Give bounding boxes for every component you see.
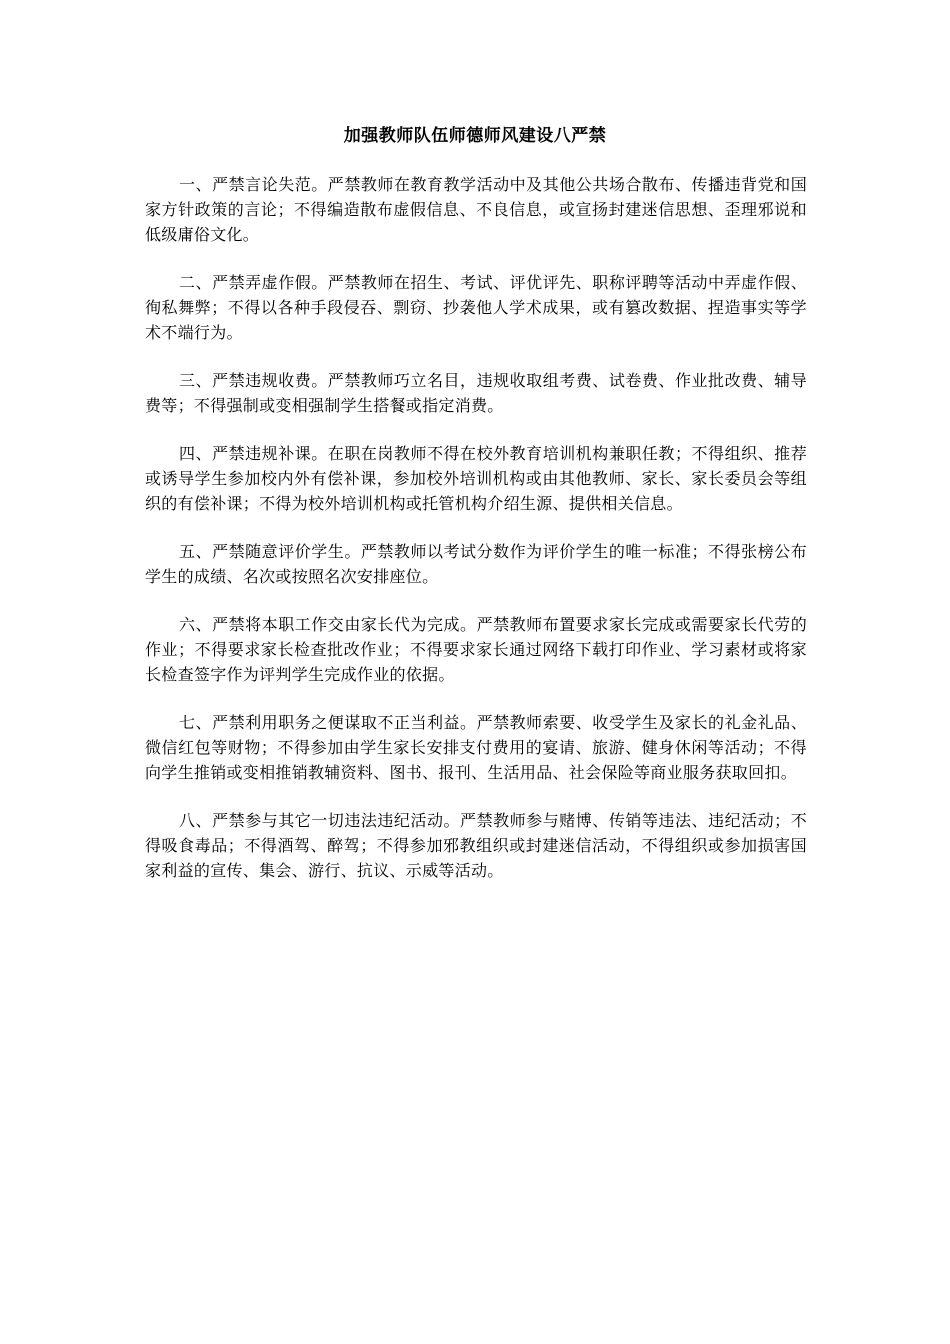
paragraph-7: 七、严禁利用职务之便谋取不正当利益。严禁教师索要、收受学生及家长的礼金礼品、微信红包等财物；不得参加由学生家长安排支付费用的宴请、旅游、健身休闲等活动；不得向学生推销或变相推销教辅资料、图书、报刊、生活用品、社会保险等商业服务获取回扣。	[145, 713, 807, 782]
paragraph-8: 八、严禁参与其它一切违法违纪活动。严禁教师参与赌博、传销等违法、违纪活动；不得吸食毒品；不得酒驾、醉驾；不得参加邪教组织或封建迷信活动，不得组织或参加损害国家利益的宣传、集会、游行、抗议、示威等活动。	[145, 811, 807, 880]
paragraph-6: 六、严禁将本职工作交由家长代为完成。严禁教师布置要求家长完成或需要家长代劳的作业；不得要求家长检查批改作业；不得要求家长通过网络下载打印作业、学习素材或将家长检查签字作为评判学生完成作业的依据。	[145, 615, 807, 684]
paragraph-4: 四、严禁违规补课。在职在岗教师不得在校外教育培训机构兼职任教；不得组织、推荐或诱导学生参加校内外有偿补课，参加校外培训机构或由其他教师、家长、家长委员会等组织的有偿补课；不得为校外培训机构或托管机构介绍生源、提供相关信息。	[145, 444, 807, 513]
document-body	[145, 172, 807, 906]
paragraph-3: 三、严禁违规收费。严禁教师巧立名目，违规收取组考费、试卷费、作业批改费、辅导费等；不得强制或变相强制学生搭餐或指定消费。	[145, 371, 807, 415]
paragraph-1: 一、严禁言论失范。严禁教师在教育教学活动中及其他公共场合散布、传播违背党和国家方针政策的言论；不得编造散布虚假信息、不良信息，或宣扬封建迷信思想、歪理邪说和低级庸俗文化。	[145, 175, 807, 244]
paragraph-5: 五、严禁随意评价学生。严禁教师以考试分数作为评价学生的唯一标准；不得张榜公布学生的成绩、名次或按照名次安排座位。	[145, 542, 807, 586]
document-title: 加强教师队伍师德师风建设八严禁	[343, 126, 607, 146]
paragraph-2: 二、严禁弄虚作假。严禁教师在招生、考试、评优评先、职称评聘等活动中弄虚作假、徇私舞弊；不得以各种手段侵吞、剽窃、抄袭他人学术成果，或有篡改数据、捏造事实等学术不端行为。	[145, 273, 807, 342]
